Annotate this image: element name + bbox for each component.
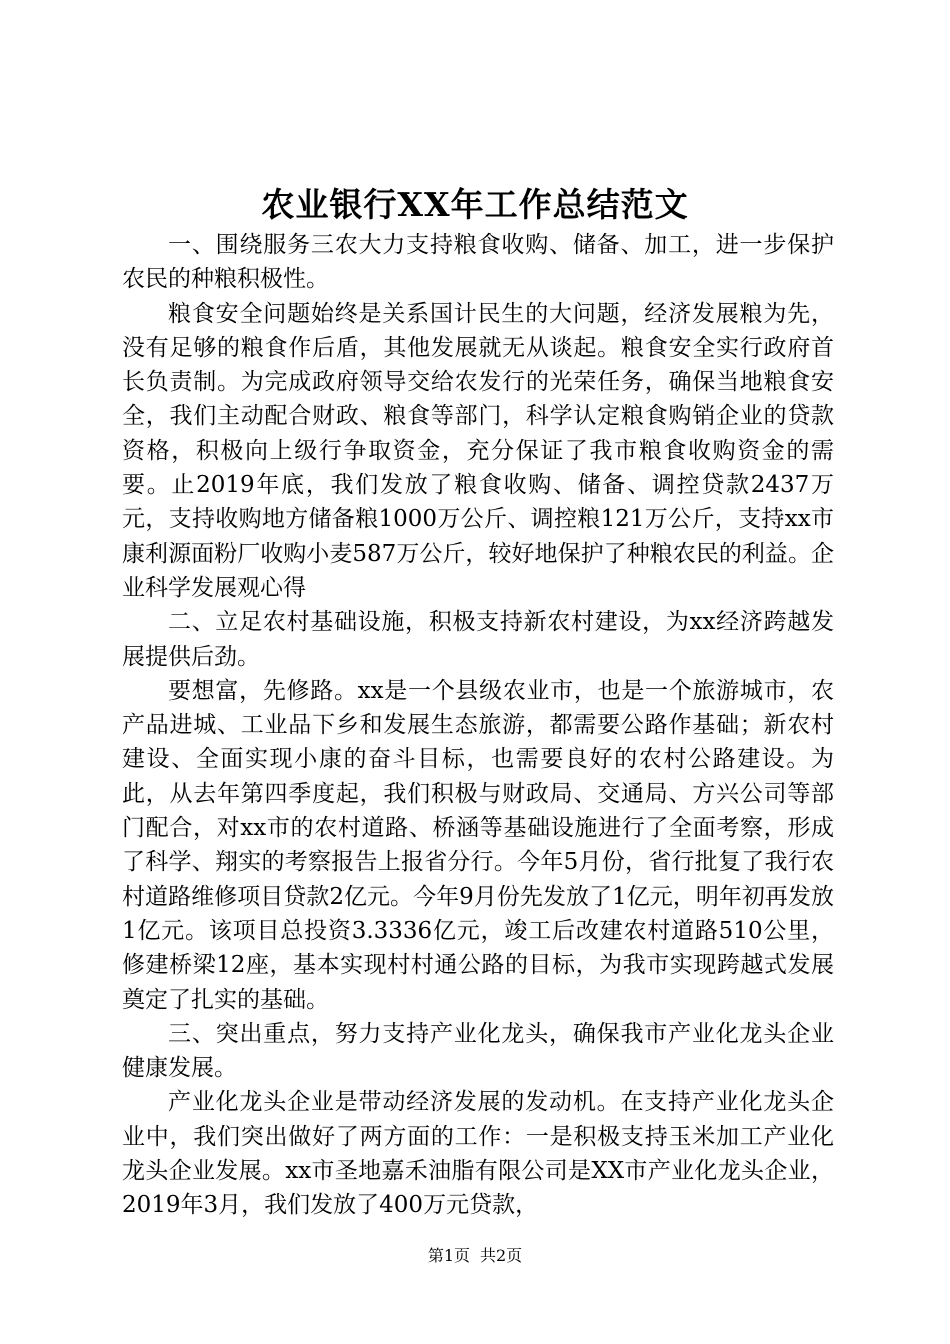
paragraph: 三、突出重点，努力支持产业化龙头，确保我市产业化龙头企业健康发展。	[122, 1020, 834, 1082]
paragraph: 产业化龙头企业是带动经济发展的发动机。在支持产业化龙头企业中，我们突出做好了两方面的工作：一是积极支持玉米加工产业化龙头企业发展。xx市圣地嘉禾油脂有限公司是XX市产业化龙头企业，2019年3月，我们发放了400万元贷款，	[122, 1089, 834, 1219]
paragraph: 要想富，先修路。xx是一个县级农业市，也是一个旅游城市，农产品进城、工业品下乡和发展生态旅游，都需要公路作基础；新农村建设、全面实现小康的奋斗目标，也需要良好的农村公路建设。为此，从去年第四季度起，我们积极与财政局、交通局、方兴公司等部门配合，对xx市的农村道路、桥涵等基础设施进行了全面考察，形成了科学、翔实的考察报告上报省分行。今年5月份，省行批复了我行农村道路维修项目贷款2亿元。今年9月份先发放了1亿元，明年初再发放1亿元。该项目总投资3.3336亿元，竣工后改建农村道路510公里，修建桥梁12座，基本实现村村通公路的目标，为我市实现跨越式发展奠定了扎实的基础。	[122, 677, 834, 1013]
page-footer	[0, 1246, 950, 1266]
document-title: 农业银行XX年工作总结范文	[261, 185, 689, 224]
paragraph: 二、立足农村基础设施，积极支持新农村建设，为xx经济跨越发展提供后劲。	[122, 609, 834, 670]
document-body	[122, 228, 834, 1223]
page-total: 共2页	[480, 1246, 523, 1265]
page-number: 第1页	[427, 1246, 470, 1265]
paragraph: 粮食安全问题始终是关系国计民生的大问题，经济发展粮为先，没有足够的粮食作后盾，其他发展就无从谈起。粮食安全实行政府首长负责制。为完成政府领导交给农发行的光荣任务，确保当地粮食安全，我们主动配合财政、粮食等部门，科学认定粮食购销企业的贷款资格，积极向上级行争取资金，充分保证了我市粮食收购资金的需要。止2019年底，我们发放了粮食收购、储备、调控贷款2437万元，支持收购地方储备粮1000万公斤、调控粮121万公斤，支持xx市康利源面粉厂收购小麦587万公斤，较好地保护了种粮农民的利益。企业科学发展观心得	[122, 300, 834, 601]
paragraph: 一、围绕服务三农大力支持粮食收购、储备、加工，进一步保护农民的种粮积极性。	[122, 232, 834, 293]
